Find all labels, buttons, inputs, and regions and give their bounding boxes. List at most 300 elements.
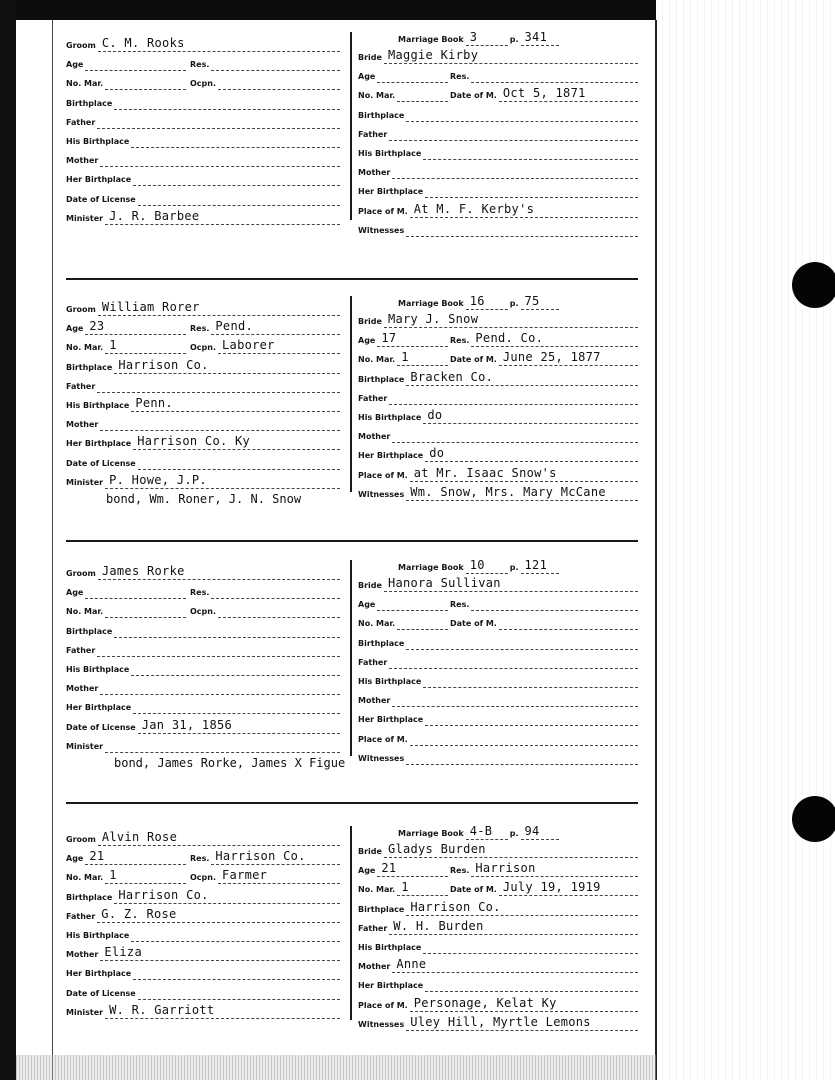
groom-date-of-license-line [138, 718, 340, 734]
bride-res-value: Pend. Co. [475, 331, 544, 346]
groom-ocpn-label: Ocpn. [190, 343, 217, 353]
groom-father-line [97, 907, 340, 923]
bride-res-line [471, 331, 638, 347]
groom-age-label: Age [66, 324, 84, 334]
groom-father-label: Father [66, 381, 96, 391]
bride-age-label: Age [358, 600, 376, 610]
bride-his-birthplace [358, 670, 638, 688]
groom-res-line [211, 55, 340, 71]
bride-his-birthplace-line [423, 144, 638, 160]
bride-date-of-m-value: Oct 5, 1871 [502, 86, 586, 101]
groom-age [66, 317, 186, 335]
groom-mother-label: Mother [66, 950, 99, 960]
marriage-book-label: Marriage Book [398, 299, 464, 308]
bride-name-value: Hanora Sullivan [387, 576, 501, 590]
groom-birthplace [66, 92, 340, 110]
groom-age-line [85, 583, 186, 599]
groom-res-value: Pend. [215, 319, 254, 334]
marriage-book-label: Marriage Book [398, 829, 464, 838]
groom-no-mar-label: No. Mar. [66, 79, 104, 89]
bride-witnesses-line [406, 221, 638, 237]
marriage-book-ref [398, 28, 559, 46]
groom-res-label: Res. [190, 588, 210, 598]
bride-date-of-m-line [499, 86, 638, 102]
bride-age-line [377, 861, 448, 877]
bride-witnesses-value: Uley Hill, Myrtle Lemons [410, 1014, 591, 1029]
bride-res [450, 65, 638, 83]
bride-name-label: Bride [358, 317, 382, 326]
bride-res [450, 859, 638, 877]
record-separator [66, 802, 638, 804]
bride-date-of-m [450, 348, 638, 366]
page-line [521, 824, 559, 840]
groom-no-mar-label: No. Mar. [66, 343, 104, 353]
bride-birthplace-line [406, 370, 638, 386]
bride-name [358, 310, 638, 328]
groom-mother-line [100, 945, 340, 961]
bride-witnesses-line [406, 485, 638, 501]
bride-name-label: Bride [358, 53, 382, 62]
marriage-book-number: 16 [469, 294, 485, 308]
groom-birthplace-value: Harrison Co. [118, 357, 209, 372]
bride-her-birthplace [358, 444, 638, 462]
bride-no-mar-value: 1 [401, 880, 409, 895]
groom-mother-line [100, 415, 340, 431]
bride-birthplace-label: Birthplace [358, 110, 405, 120]
groom-date-of-license-label: Date of License [66, 722, 136, 732]
bride-age-line [377, 67, 448, 83]
groom-ocpn [190, 600, 340, 618]
groom-name-line [98, 300, 340, 316]
bride-date-of-m-label: Date of M. [450, 91, 497, 101]
groom-ocpn-value: Farmer [222, 868, 268, 883]
bride-age [358, 65, 448, 83]
column-divider [350, 826, 352, 1020]
groom-birthplace-line [114, 358, 340, 374]
bride-birthplace [358, 632, 638, 650]
bride-her-birthplace-line [425, 710, 638, 726]
bride-name-line [384, 842, 638, 858]
groom-date-of-license [66, 716, 340, 734]
bride-her-birthplace-label: Her Birthplace [358, 981, 424, 991]
groom-birthplace-label: Birthplace [66, 892, 113, 902]
bride-place-of-m-value: At M. F. Kerby's [413, 201, 535, 216]
groom-date-of-license [66, 982, 340, 1000]
groom-res-value: Harrison Co. [215, 849, 306, 864]
bride-date-of-m-value: June 25, 1877 [502, 350, 601, 365]
bride-mother-label: Mother [358, 432, 391, 442]
groom-her-birthplace-label: Her Birthplace [66, 969, 132, 979]
bride-name-value: Gladys Burden [387, 842, 486, 856]
groom-her-birthplace-line [133, 170, 340, 186]
page-number: 341 [524, 30, 548, 44]
bride-mother [358, 425, 638, 443]
bride-birthplace-line [406, 106, 638, 122]
groom-ocpn-label: Ocpn. [190, 873, 217, 883]
groom-her-birthplace-label: Her Birthplace [66, 175, 132, 185]
groom-no-mar [66, 600, 186, 618]
bride-his-birthplace-line [423, 938, 638, 954]
bride-father-value: W. H. Burden [393, 918, 484, 933]
groom-his-birthplace-label: His Birthplace [66, 137, 130, 146]
groom-name-line [98, 830, 340, 846]
groom-father [66, 905, 340, 923]
groom-her-birthplace [66, 432, 340, 450]
groom-birthplace [66, 886, 340, 904]
groom-his-birthplace [66, 924, 340, 942]
groom-minister [66, 471, 340, 489]
bride-no-mar-label: No. Mar. [358, 355, 396, 365]
bride-age-line [377, 595, 448, 611]
groom-father-value: G. Z. Rose [101, 906, 177, 921]
bride-mother [358, 161, 638, 179]
bride-no-mar-line [397, 350, 448, 366]
bride-date-of-m-label: Date of M. [450, 355, 497, 365]
groom-date-of-license-label: Date of License [66, 988, 136, 998]
groom-father [66, 111, 340, 129]
card-right-edge [655, 20, 657, 1080]
bride-place-of-m [358, 728, 638, 746]
groom-ocpn-label: Ocpn. [190, 607, 217, 617]
bride-date-of-m [450, 84, 638, 102]
groom-minister [66, 735, 340, 753]
bride-mother-line [392, 957, 638, 973]
bride-father-label: Father [358, 923, 388, 933]
groom-birthplace-value: Harrison Co. [118, 887, 209, 902]
bride-place-of-m-label: Place of M. [358, 1000, 408, 1010]
bride-date-of-m [450, 878, 638, 896]
bride-her-birthplace-label: Her Birthplace [358, 187, 424, 197]
groom-father-line [97, 641, 340, 657]
groom-date-of-license-value: Jan 31, 1856 [141, 717, 233, 732]
column-divider [350, 32, 352, 220]
marriage-book-ref [398, 822, 559, 840]
groom-father [66, 639, 340, 657]
marriage-book-number: 4-B [469, 824, 493, 838]
groom-name [66, 34, 340, 52]
marriage-book-ref [398, 556, 559, 574]
bride-no-mar-line [397, 880, 448, 896]
bride-res-line [471, 861, 638, 877]
groom-name-value: James Rorke [101, 564, 185, 578]
groom-birthplace-label: Birthplace [66, 362, 113, 372]
groom-res-line [211, 319, 340, 335]
bond-note: bond, James Rorke, James X Figue [114, 756, 346, 770]
groom-no-mar [66, 336, 186, 354]
bride-name-line [384, 48, 638, 64]
bride-birthplace [358, 368, 638, 386]
groom-her-birthplace-label: Her Birthplace [66, 439, 132, 449]
bride-witnesses [358, 747, 638, 765]
groom-her-birthplace [66, 168, 340, 186]
bride-her-birthplace-line [425, 182, 638, 198]
groom-her-birthplace-value: Harrison Co. Ky [137, 434, 251, 449]
groom-name-label: Groom [66, 835, 96, 844]
bride-birthplace-value: Harrison Co. [410, 899, 501, 914]
bride-no-mar-value: 1 [401, 350, 409, 365]
groom-mother [66, 943, 340, 961]
marriage-book-label: Marriage Book [398, 35, 464, 44]
page-number: 75 [524, 294, 540, 308]
bride-place-of-m-line [410, 996, 638, 1012]
groom-father-line [97, 113, 340, 129]
groom-ocpn [190, 72, 340, 90]
groom-her-birthplace-line [133, 698, 340, 714]
groom-res [190, 847, 340, 865]
bride-place-of-m [358, 200, 638, 218]
groom-date-of-license-line [138, 190, 340, 206]
groom-date-of-license-label: Date of License [66, 458, 136, 468]
marriage-book-line [466, 824, 508, 840]
groom-minister-label: Minister [66, 477, 104, 487]
bride-place-of-m-label: Place of M. [358, 734, 408, 744]
bride-name-value: Mary J. Snow [387, 312, 479, 326]
scan-noise [16, 1055, 656, 1080]
bride-res-line [471, 595, 638, 611]
groom-minister [66, 1001, 340, 1019]
bride-birthplace-label: Birthplace [358, 374, 405, 384]
column-divider [350, 560, 352, 756]
groom-name [66, 828, 340, 846]
groom-res [190, 53, 340, 71]
groom-his-birthplace-line [131, 396, 340, 412]
bride-mother [358, 689, 638, 707]
bride-age-label: Age [358, 866, 376, 876]
groom-mother [66, 149, 340, 167]
bride-no-mar-label: No. Mar. [358, 619, 396, 629]
groom-his-birthplace [66, 658, 340, 676]
groom-name-value: Alvin Rose [101, 830, 178, 844]
marriage-book-line [466, 558, 508, 574]
bride-his-birthplace-label: His Birthplace [358, 943, 422, 952]
bride-witnesses-label: Witnesses [358, 489, 405, 499]
marriage-book-line [466, 30, 508, 46]
groom-her-birthplace-line [133, 434, 340, 450]
groom-his-birthplace [66, 130, 340, 148]
punch-hole [792, 262, 835, 308]
bride-mother-label: Mother [358, 168, 391, 178]
page-label: p. [509, 829, 519, 838]
page-line [521, 294, 559, 310]
bride-her-birthplace-label: Her Birthplace [358, 715, 424, 725]
bride-no-mar-label: No. Mar. [358, 91, 396, 101]
groom-mother-label: Mother [66, 684, 99, 694]
groom-his-birthplace-line [131, 660, 340, 676]
groom-date-of-license-line [138, 984, 340, 1000]
bride-mother-line [392, 691, 638, 707]
bride-his-birthplace [358, 142, 638, 160]
bride-witnesses [358, 483, 638, 501]
groom-ocpn-line [218, 602, 340, 618]
groom-name-line [98, 564, 340, 580]
bride-his-birthplace-label: His Birthplace [358, 677, 422, 686]
bride-no-mar [358, 348, 448, 366]
bride-mother-value: Anne [396, 957, 427, 972]
bride-father-label: Father [358, 393, 388, 403]
bride-father-line [389, 653, 638, 669]
bride-no-mar [358, 84, 448, 102]
bride-res-label: Res. [450, 600, 470, 610]
bride-birthplace-label: Birthplace [358, 904, 405, 914]
page-line [521, 558, 559, 574]
bride-her-birthplace-line [425, 976, 638, 992]
page-line [521, 30, 559, 46]
bride-date-of-m-line [499, 350, 638, 366]
bride-res-value: Harrison [475, 861, 536, 876]
bride-mother [358, 955, 638, 973]
bride-age-value: 17 [381, 331, 397, 346]
groom-ocpn-label: Ocpn. [190, 79, 217, 89]
bride-witnesses-line [406, 1015, 638, 1031]
marriage-book-line [466, 294, 508, 310]
bride-his-birthplace-line [423, 672, 638, 688]
groom-minister-line [105, 473, 340, 489]
bond-note: bond, Wm. Roner, J. N. Snow [106, 492, 302, 506]
groom-name-value: C. M. Rooks [101, 36, 185, 50]
bride-her-birthplace [358, 180, 638, 198]
bride-place-of-m [358, 994, 638, 1012]
record-separator [66, 540, 638, 542]
groom-minister-value: J. R. Barbee [109, 208, 200, 223]
bride-birthplace-value: Bracken Co. [410, 369, 494, 384]
bride-father-line [389, 389, 638, 405]
bride-date-of-m-line [499, 614, 638, 630]
bride-age-label: Age [358, 72, 376, 82]
bride-name-value: Maggie Kirby [387, 48, 479, 62]
groom-no-mar-label: No. Mar. [66, 607, 104, 617]
groom-father-label: Father [66, 911, 96, 921]
groom-no-mar [66, 866, 186, 884]
groom-no-mar-line [105, 602, 186, 618]
bride-witnesses [358, 219, 638, 237]
bride-father-label: Father [358, 657, 388, 667]
groom-res-label: Res. [190, 60, 210, 70]
page-label: p. [509, 35, 519, 44]
groom-his-birthplace-label: His Birthplace [66, 665, 130, 674]
page-label: p. [509, 299, 519, 308]
bride-father-line [389, 125, 638, 141]
groom-father-label: Father [66, 645, 96, 655]
bride-his-birthplace [358, 936, 638, 954]
groom-no-mar-line [105, 338, 186, 354]
bride-witnesses-label: Witnesses [358, 753, 405, 763]
groom-ocpn-line [218, 868, 340, 884]
groom-birthplace-line [114, 622, 340, 638]
groom-ocpn-line [218, 74, 340, 90]
groom-birthplace-label: Birthplace [66, 98, 113, 108]
bride-place-of-m-value: Personage, Kelat Ky [413, 995, 557, 1010]
groom-minister-label: Minister [66, 1007, 104, 1017]
bride-age-value: 21 [381, 861, 397, 876]
groom-her-birthplace-line [133, 964, 340, 980]
groom-date-of-license [66, 452, 340, 470]
bride-age-line [377, 331, 448, 347]
groom-ocpn-line [218, 338, 340, 354]
bride-his-birthplace [358, 406, 638, 424]
groom-father-label: Father [66, 117, 96, 127]
bride-res [450, 329, 638, 347]
groom-age [66, 581, 186, 599]
bride-place-of-m-label: Place of M. [358, 470, 408, 480]
groom-age-value: 21 [89, 849, 105, 864]
groom-his-birthplace [66, 394, 340, 412]
groom-res-line [211, 849, 340, 865]
groom-name-label: Groom [66, 305, 96, 314]
groom-his-birthplace-line [131, 132, 340, 148]
groom-minister-value: W. R. Garriott [109, 1002, 215, 1017]
bride-age [358, 593, 448, 611]
groom-name [66, 298, 340, 316]
bride-father-line [389, 919, 638, 935]
groom-ocpn [190, 866, 340, 884]
bride-no-mar [358, 612, 448, 630]
bride-father [358, 651, 638, 669]
bride-name [358, 840, 638, 858]
bride-res-label: Res. [450, 72, 470, 82]
groom-age [66, 53, 186, 71]
bride-birthplace [358, 898, 638, 916]
groom-mother-line [100, 679, 340, 695]
bride-witnesses-value: Wm. Snow, Mrs. Mary McCane [410, 484, 606, 499]
bride-birthplace-line [406, 634, 638, 650]
groom-age-label: Age [66, 588, 84, 598]
groom-minister-label: Minister [66, 213, 104, 223]
bride-place-of-m-value: at Mr. Isaac Snow's [413, 465, 557, 480]
record-separator [66, 278, 638, 280]
groom-birthplace-label: Birthplace [66, 626, 113, 636]
groom-his-birthplace-label: His Birthplace [66, 401, 130, 410]
bride-name-label: Bride [358, 581, 382, 590]
groom-father [66, 375, 340, 393]
marriage-book-number: 3 [469, 30, 478, 44]
groom-mother [66, 413, 340, 431]
groom-ocpn-value: Laborer [222, 338, 275, 353]
bride-mother-label: Mother [358, 962, 391, 972]
groom-name-line [98, 36, 340, 52]
groom-name-value: William Rorer [101, 300, 200, 314]
groom-date-of-license [66, 188, 340, 206]
bride-date-of-m-line [499, 880, 638, 896]
bride-her-birthplace-label: Her Birthplace [358, 451, 424, 461]
marriage-book-label: Marriage Book [398, 563, 464, 572]
bride-place-of-m-line [410, 730, 638, 746]
groom-mother-value: Eliza [104, 945, 142, 960]
marriage-book-number: 10 [469, 558, 485, 572]
bride-res-label: Res. [450, 336, 470, 346]
bride-his-birthplace-value: do [427, 408, 443, 422]
bride-age-label: Age [358, 336, 376, 346]
page-label: p. [509, 563, 519, 572]
groom-no-mar-value: 1 [109, 868, 117, 883]
bride-father [358, 917, 638, 935]
bride-witnesses-label: Witnesses [358, 1019, 405, 1029]
bride-mother-line [392, 163, 638, 179]
groom-res [190, 581, 340, 599]
scan-right-margin [656, 0, 835, 1080]
groom-minister-line [105, 737, 340, 753]
bride-witnesses [358, 1013, 638, 1031]
bride-place-of-m-line [410, 202, 638, 218]
bride-name-line [384, 312, 638, 328]
groom-date-of-license-line [138, 454, 340, 470]
groom-mother-line [100, 151, 340, 167]
bride-place-of-m-line [410, 466, 638, 482]
bride-father [358, 123, 638, 141]
groom-date-of-license-label: Date of License [66, 194, 136, 204]
bride-age [358, 329, 448, 347]
bride-her-birthplace-line [425, 446, 638, 462]
bride-date-of-m [450, 612, 638, 630]
